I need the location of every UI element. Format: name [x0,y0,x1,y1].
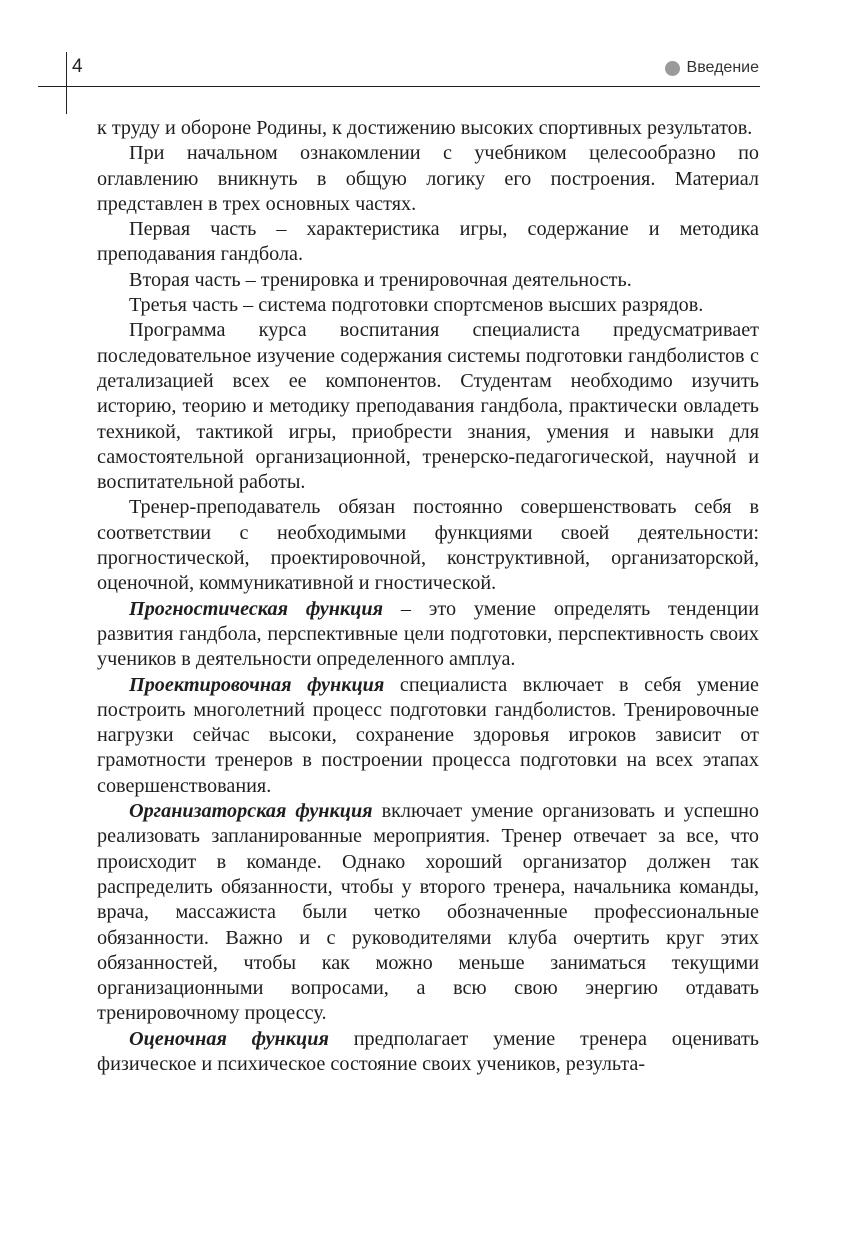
paragraph: к труду и обороне Родины, к достижению высоких спортивных результатов. [97,117,753,139]
header-vertical-rule [66,52,67,114]
paragraph: Вторая часть – тренировка и тренировочная деятельность. [129,268,632,291]
paragraph: Третья часть – система подготовки спортсменов высших разрядов. [129,294,704,317]
term-design: Проектировочная функция [129,673,385,696]
paragraph [97,673,759,799]
paragraph: Программа курса воспитания специалиста предусматривает последовательное изучение содержания системы подготовки гандболистов с детализацией всех ее компонентов. Студентам необходимо изучить историю, теорию и методику преподавания гандбола, практически овладеть техникой, тактикой игры, приобрести знания, умения и навыки для самостоятельной организационной, тренерско-педагогической, научной и воспитательной работы. [97,319,759,494]
paragraph: Первая часть – характеристика игры, содержание и методика преподавания гандбола. [97,218,759,266]
page-number: 4 [72,56,83,77]
term-prognostic: Прогностическая функция [129,597,384,620]
paragraph-text: включает умение организовать и успешно реализовать запланированные мероприятия. Тренер отвечает за все, что происходит в команде. Однако хороший организатор должен так распределить обязанности, чтобы у второго тренера, начальника команды, врача, массажиста были четко обозначенные профессиональные обязанности. Важно и с руководителями клуба очертить круг этих обязанностей, чтобы как можно меньше заниматься текущими организационными вопросами, а всю свою энергию отдавать тренировочному процессу. [97,800,759,1025]
paragraph [97,1027,759,1078]
term-evaluative: Оценочная функция [129,1027,329,1050]
term-organizational: Организаторская функция [129,800,373,823]
paragraph-text: специалиста включает в себя умение построить многолетний процесс подготовки гандболистов. Тренировочные нагрузки сейчас высоки, сохранение здоровья игроков зависит от грамотности тренеров в построении процесса подготовки на всех этапах совершенствования. [97,673,759,797]
paragraph-text: – это умение определять тенденции развития гандбола, перспективные цели подготовки, перспективность своих учеников в деятельности определенного амплуа. [97,597,760,671]
running-header [665,59,759,77]
paragraph [97,597,759,673]
page-body [97,116,759,1077]
paragraph [97,799,759,1027]
paragraph: Тренер-преподаватель обязан постоянно совершенствовать себя в соответствии с необходимыми функциями своей деятельности: прогностической, проектировочной, конструктивной, организаторской, оценочной, коммуникативной и гностической. [97,496,759,595]
section-title: Введение [686,59,759,76]
bullet-dot-icon [665,61,680,76]
paragraph-text: предполагает умение тренера оценивать физическое и психическое состояние своих учеников, результа- [97,1027,759,1075]
header-horizontal-rule [38,86,760,87]
paragraph: При начальном ознакомлении с учебником целесообразно по оглавлению вникнуть в общую логику его построения. Материал представлен в трех основных частях. [97,142,759,215]
